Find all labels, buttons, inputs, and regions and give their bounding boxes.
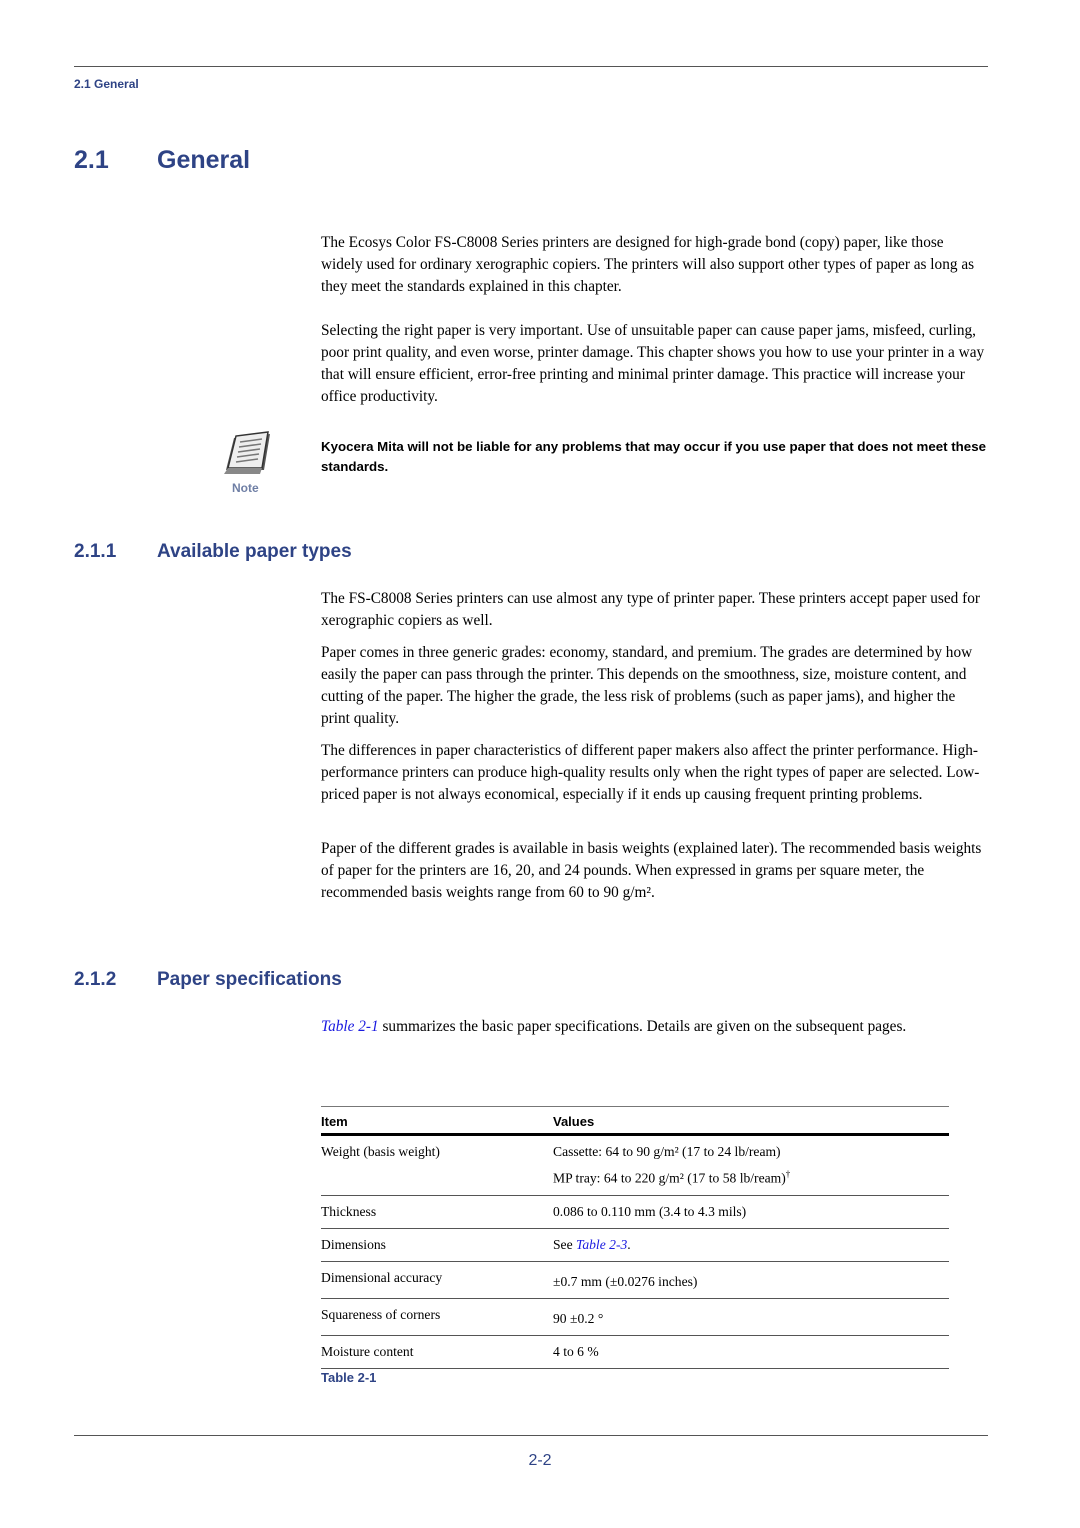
value-text: See [553,1236,577,1252]
cell-value: 0.086 to 0.110 mm (3.4 to 4.3 mils) [553,1195,949,1228]
table-row [321,1298,949,1335]
header-rule [74,66,988,67]
intro-text: summarizes the basic paper specifications. Details are given on the subsequent pages. [378,1018,907,1035]
page-number: 2-2 [528,1452,552,1469]
table-row [321,1135,949,1196]
cell-item: Moisture content [321,1335,553,1368]
column-header-item: Item [321,1114,348,1129]
subsection-title [74,969,342,991]
section-title [74,146,250,175]
cell-value [553,1228,949,1261]
cell-value [553,1135,949,1196]
value-line [553,1163,949,1190]
paragraph: Selecting the right paper is very important. Use of unsuitable paper can cause paper jams, misfeed, curling, poor print quality, and even worse, printer damage. This chapter shows you how to use your printer in a way that will ensure efficient, error-free printing and minimal printer damage. This practice will increase your office productivity. [321,322,985,405]
cell-value: ±0.7 mm (±0.0276 inches) [553,1261,949,1298]
footnote-marker: † [785,1169,791,1179]
footer-rule [74,1435,988,1436]
paragraph: The Ecosys Color FS-C8008 Series printers are designed for high-grade bond (copy) paper, like those widely used for ordinary xerographic copiers. The printers will also support other types of paper as long as they meet the standards explained in this chapter. [321,234,975,295]
paragraph [321,1016,987,1038]
paragraph: Paper of the different grades is available in basis weights (explained later). The recommended basis weights of paper for the printers are 16, 20, and 24 pounds. When expressed in grams per square meter, the recommended basis weights range from 60 to 90 g/m². [321,840,982,901]
section-title-text: General [157,146,251,174]
subsection-number: 2.1.1 [74,541,117,562]
cell-value: 90 ±0.2 ° [553,1298,949,1335]
table-row [321,1195,949,1228]
table-caption: Table 2-1 [321,1370,377,1385]
subsection-title-text: Paper specifications [157,969,342,990]
table-row [321,1228,949,1261]
cell-item: Weight (basis weight) [321,1135,553,1196]
subsection-title [74,541,352,563]
table-header-row [321,1107,949,1135]
subsection-number: 2.1.2 [74,969,117,990]
table-2-3-link[interactable]: Table 2-3 [576,1236,628,1252]
table-2-1-link[interactable]: Table 2-1 [321,1018,379,1035]
table-row [321,1261,949,1298]
paper-spec-table [321,1106,949,1369]
paragraph: The FS-C8008 Series printers can use almost any type of printer paper. These printers accept paper used for xerographic copiers as well. [321,590,980,629]
paragraph: Paper comes in three generic grades: economy, standard, and premium. The grades are determined by how easily the paper can pass through the printer. This depends on the smoothness, size, moisture content, and cutting of the paper. The higher the grade, the less risk of problems (such as paper jams), and higher the print quality. [321,644,973,727]
cell-item: Dimensional accuracy [321,1261,553,1298]
cell-item: Dimensions [321,1228,553,1261]
running-header: 2.1 General [74,77,139,91]
value-text: MP tray: 64 to 220 g/m² (17 to 58 lb/ream) [553,1170,786,1186]
value-text: . [627,1236,631,1252]
note-label: Note [232,481,259,495]
section-number: 2.1 [74,146,109,174]
column-header-values: Values [553,1114,595,1129]
cell-value: 4 to 6 % [553,1335,949,1368]
paragraph: The differences in paper characteristics of different paper makers also affect the printer performance. High-performance printers can produce high-quality results only when the right types of paper are selected. Low-priced paper is not always economical, especially if it ends up causing frequent printing problems. [321,742,980,803]
table-row [321,1335,949,1368]
note-paper-icon [220,430,276,478]
cell-item: Thickness [321,1195,553,1228]
subsection-title-text: Available paper types [157,541,352,562]
value-line: Cassette: 64 to 90 g/m² (17 to 24 lb/ream) [553,1144,781,1159]
cell-item: Squareness of corners [321,1298,553,1335]
note-text: Kyocera Mita will not be liable for any problems that may occur if you use paper that does not meet these standards. [321,439,986,474]
